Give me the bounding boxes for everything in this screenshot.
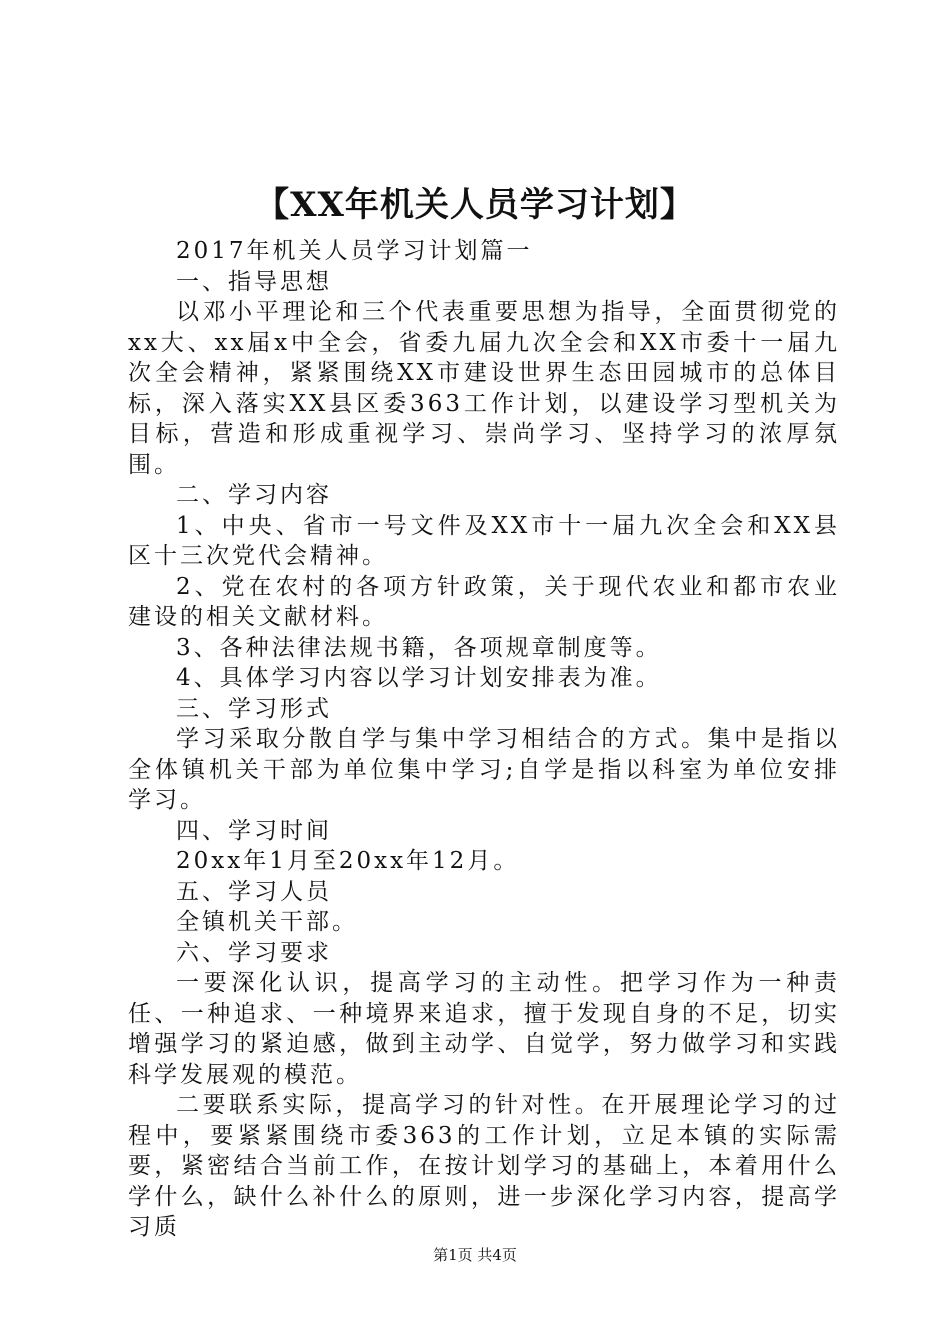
page-number: 第1页 共4页	[433, 1246, 517, 1264]
list-item: 4、具体学习内容以学习计划安排表为准。	[176, 665, 662, 691]
paragraph: 二要联系实际，提高学习的针对性。在开展理论学习的过程中，要紧紧围绕市委363的工作计划，立足本镇的实际需要，紧密结合当前工作，在按计划学习的基础上，本着用什么学什么，缺什么补什么的原则，进一步深化学习内容，提高学习质	[128, 1092, 840, 1240]
list-item: 2、党在农村的各项方针政策，关于现代农业和都市农业建设的相关文献材料。	[128, 573, 840, 630]
section-heading-4: 四、学习时间	[176, 817, 332, 844]
paragraph-subtitle: 2017年机关人员学习计划篇一	[176, 238, 533, 264]
section-heading-1: 一、指导思想	[176, 268, 332, 295]
document-body	[128, 236, 840, 1243]
paragraph: 以邓小平理论和三个代表重要思想为指导，全面贯彻党的xx大、xx届x中全会，省委九届九次全会和XX市委十一届九次全会精神，紧紧围绕XX市建设世界生态田园城市的总体目标，深入落实XX县区委363工作计划，以建设学习型机关为目标，营造和形成重视学习、崇尚学习、坚持学习的浓厚氛围。	[128, 299, 840, 478]
list-item: 3、各种法律法规书籍，各项规章制度等。	[176, 634, 662, 661]
section-heading-3: 三、学习形式	[176, 695, 332, 722]
section-heading-5: 五、学习人员	[176, 878, 332, 905]
document-title: 【XX年机关人员学习计划】	[255, 185, 695, 225]
list-item: 1、中央、省市一号文件及XX市十一届九次全会和XX县区十三次党代会精神。	[128, 512, 840, 569]
section-heading-6: 六、学习要求	[176, 939, 332, 966]
paragraph: 学习采取分散自学与集中学习相结合的方式。集中是指以全体镇机关干部为单位集中学习;自学是指以科室为单位安排学习。	[128, 726, 840, 813]
paragraph: 一要深化认识，提高学习的主动性。把学习作为一种责任、一种追求、一种境界来追求，擅于发现自身的不足，切实增强学习的紧迫感，做到主动学、自觉学，努力做学习和实践科学发展观的模范。	[128, 970, 840, 1088]
paragraph: 全镇机关干部。	[176, 909, 358, 935]
paragraph: 20xx年1月至20xx年12月。	[176, 848, 520, 874]
section-heading-2: 二、学习内容	[176, 482, 332, 508]
